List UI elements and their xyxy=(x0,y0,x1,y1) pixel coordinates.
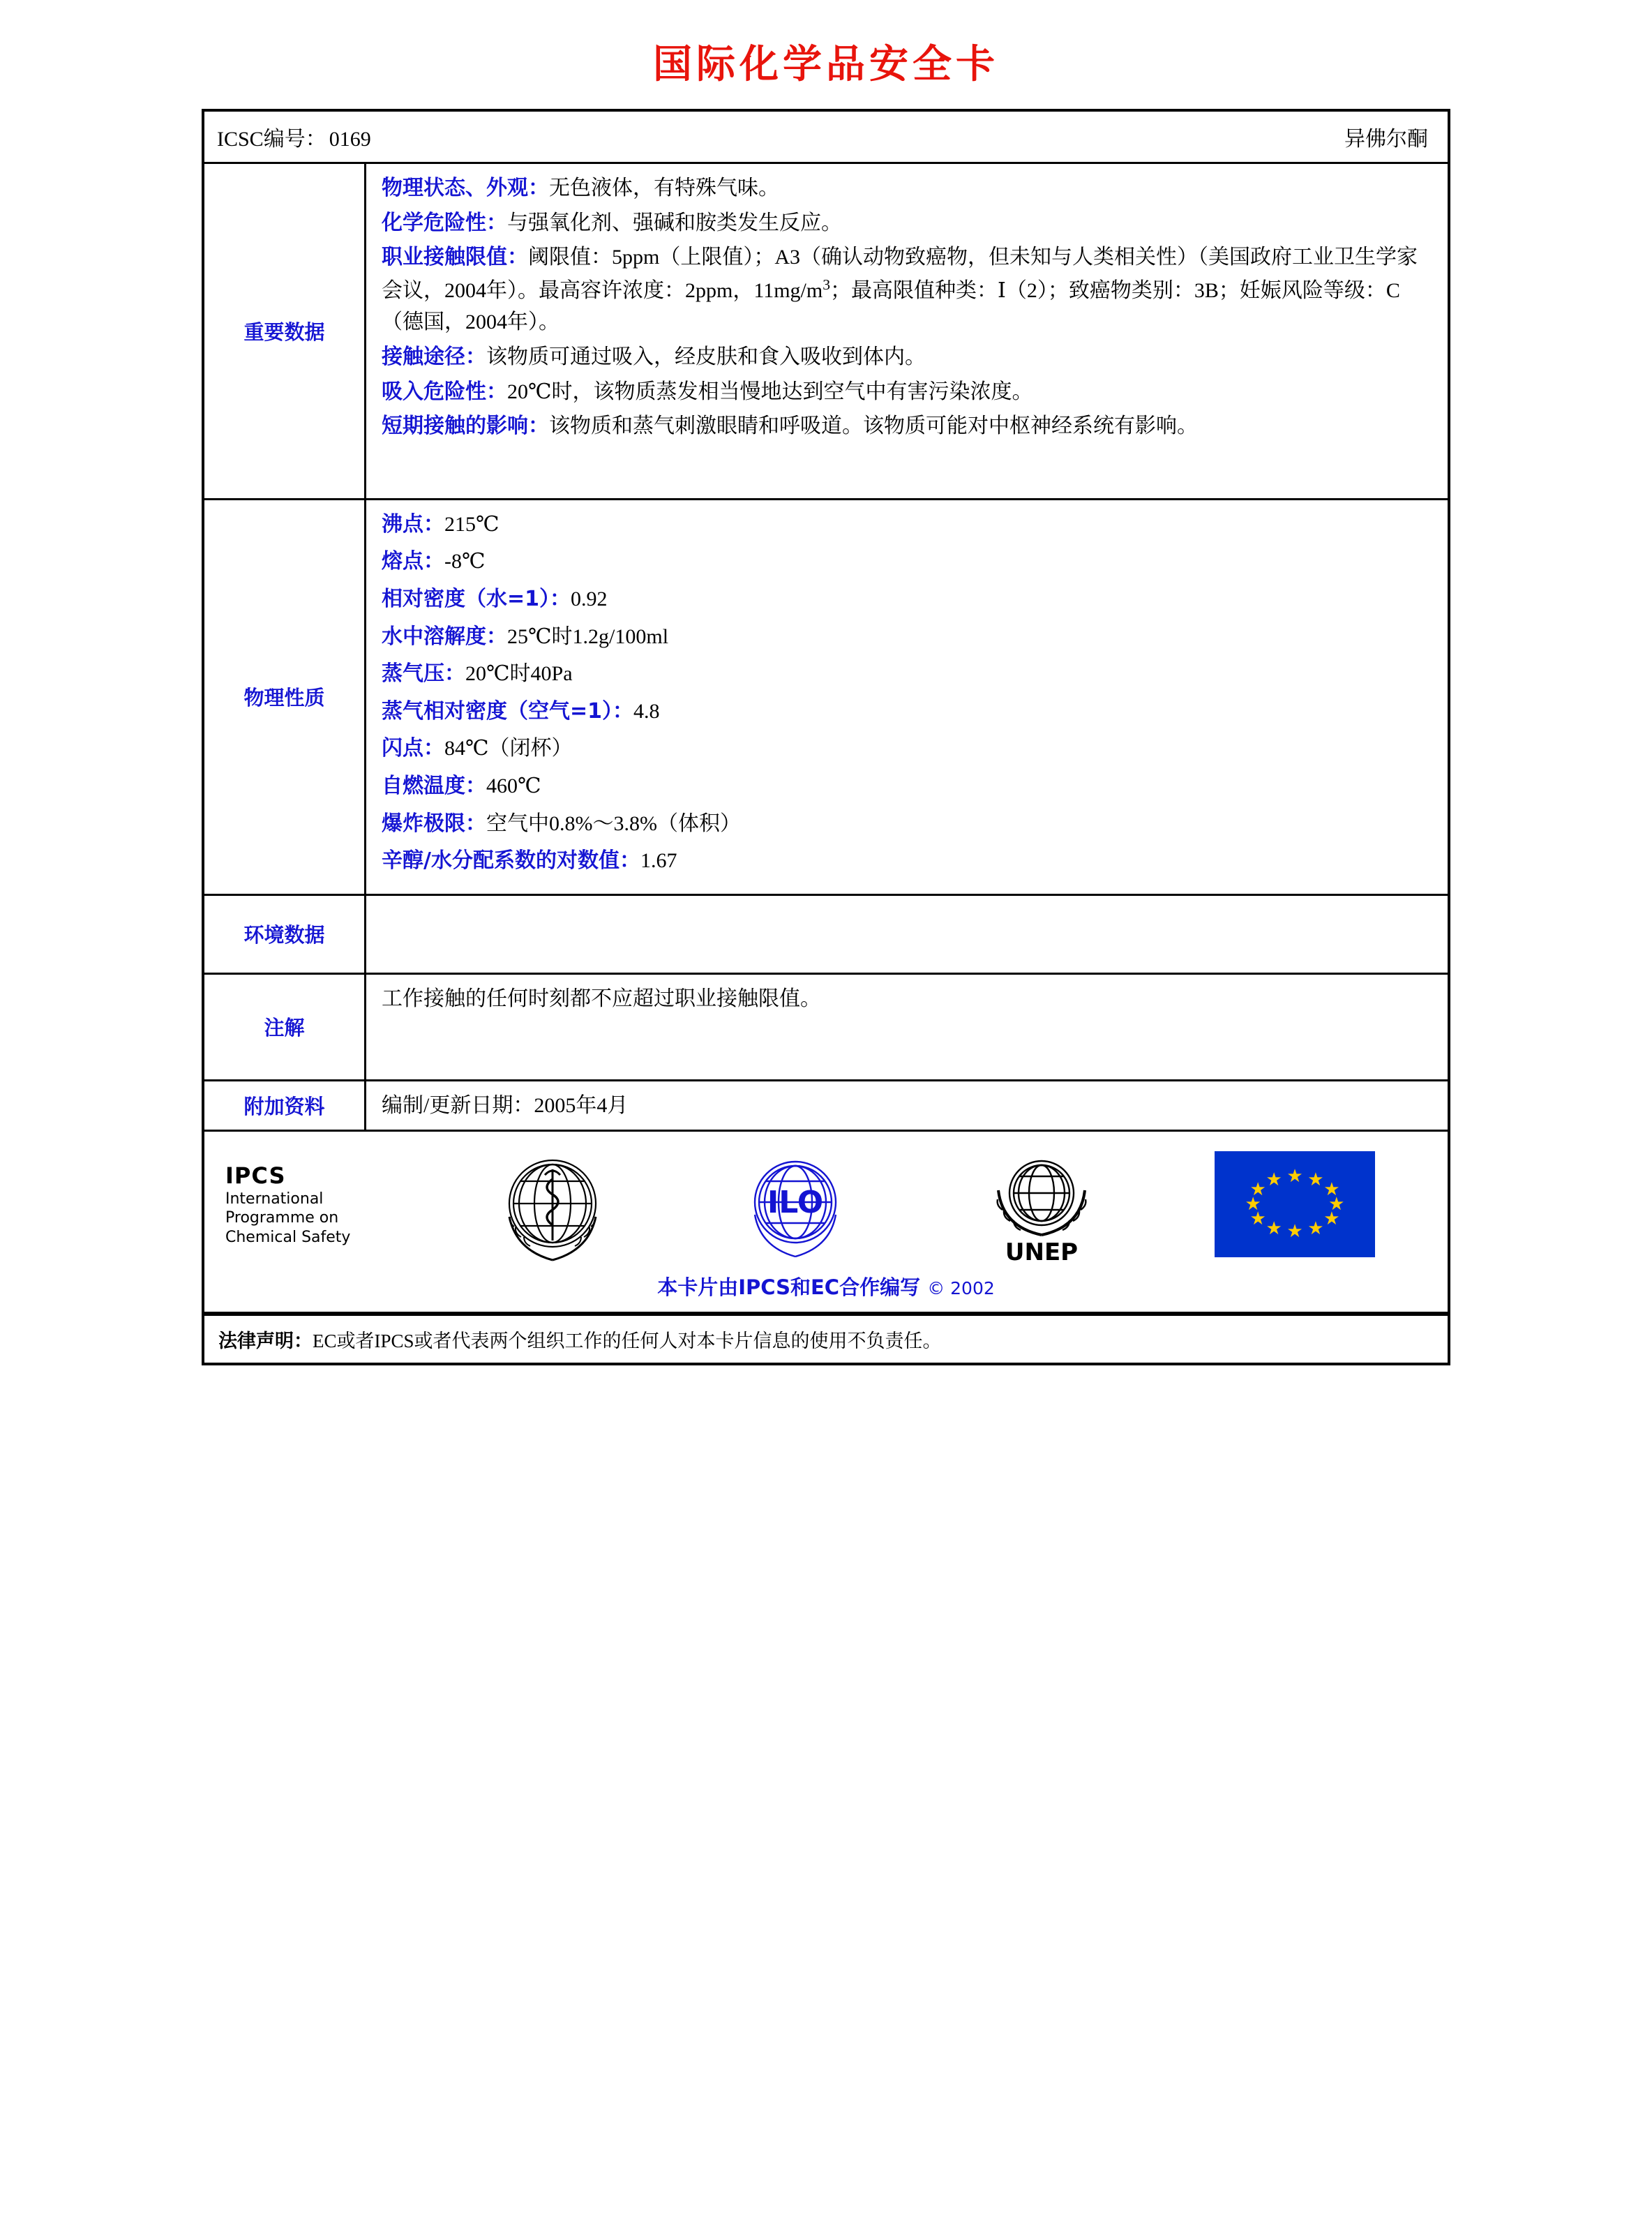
section-notes xyxy=(204,975,1448,1081)
section-environmental-data xyxy=(204,896,1448,975)
ipcs-line3: Chemical Safety xyxy=(225,1228,351,1246)
icsc-card xyxy=(202,109,1450,1365)
entry-boiling-point xyxy=(382,509,1434,541)
entry-value: 1.67 xyxy=(640,849,677,873)
page-title: 国际化学品安全卡 xyxy=(653,42,999,87)
entry-short-term-exposure-effects xyxy=(382,410,1434,442)
icsc-number: 0169 xyxy=(329,128,371,151)
entry-value: 25℃时1.2g/100ml xyxy=(507,624,669,648)
legal-text: EC或者IPCS或者代表两个组织工作的任何人对本卡片信息的使用不负责任。 xyxy=(313,1331,942,1352)
substance-name: 异佛尔酮 xyxy=(1344,128,1428,151)
section-content-additional-info: 编制/更新日期：2005年4月 xyxy=(382,1093,629,1117)
section-content-physical-properties xyxy=(366,500,1448,894)
entry-key: 闪点： xyxy=(382,736,444,761)
entry-routes-of-exposure xyxy=(382,341,1434,373)
unep-logo xyxy=(972,1143,1111,1265)
ipcs-text-block xyxy=(225,1162,435,1247)
who-logo xyxy=(486,1143,619,1265)
section-label-physical-properties: 物理性质 xyxy=(204,500,366,894)
icsc-label: ICSC编号： xyxy=(217,128,326,151)
entry-value: 20℃时40Pa xyxy=(465,662,573,686)
section-physical-properties xyxy=(204,500,1448,896)
entry-value: 阈限值：5ppm（上限值）；A3（确认动物致癌物，但未知与人类相关性）（美国政府工业卫生学家会议，2004年）。最高容许浓度：2ppm，11mg/m$^3$；最高限值种类：Ⅰ（2）；致癌物类别：3B；妊娠风险等级：C（德国，2004年）。 xyxy=(382,246,1418,334)
entry-key: 辛醇/水分配系数的对数值： xyxy=(382,848,640,874)
ilo-logo xyxy=(722,1145,869,1264)
section-label-notes: 注解 xyxy=(204,975,366,1079)
entry-occupational-exposure-limits xyxy=(382,241,1434,338)
entry-vapour-pressure xyxy=(382,658,1434,690)
entry-log-pow xyxy=(382,845,1434,877)
entry-value: 84℃（闭杯） xyxy=(444,737,573,760)
logos-group xyxy=(435,1143,1427,1265)
ilo-logo-text: ILO xyxy=(767,1184,824,1220)
entry-value: 0.92 xyxy=(571,587,608,610)
section-content-notes: 工作接触的任何时刻都不应超过职业接触限值。 xyxy=(382,987,821,1010)
entry-chemical-hazards xyxy=(382,207,1434,239)
entry-melting-point xyxy=(382,546,1434,578)
entry-relative-density xyxy=(382,583,1434,615)
ipcs-line2: Programme on xyxy=(225,1209,339,1227)
entry-key: 蒸气压： xyxy=(382,661,465,687)
entry-value: 4.8 xyxy=(633,699,660,723)
entry-value: 无色液体，有特殊气味。 xyxy=(549,177,779,200)
entry-value: 空气中0.8%～3.8%（体积） xyxy=(486,811,741,835)
section-important-data xyxy=(204,164,1448,500)
section-label-additional-info: 附加资料 xyxy=(204,1081,366,1130)
entry-value: -8℃ xyxy=(444,550,486,574)
footer-logos-row xyxy=(204,1132,1448,1314)
entry-key: 相对密度（水=1）： xyxy=(382,586,571,611)
entry-value: 与强氧化剂、强碱和胺类发生反应。 xyxy=(507,211,842,234)
entry-key: 短期接触的影响： xyxy=(382,414,549,439)
entry-key: 爆炸极限： xyxy=(382,811,486,836)
entry-key: 接触途径： xyxy=(382,344,486,369)
entry-physical-state xyxy=(382,172,1434,204)
entry-water-solubility xyxy=(382,621,1434,653)
entry-key: 熔点： xyxy=(382,549,444,574)
eu-flag xyxy=(1215,1151,1375,1257)
entry-auto-ignition-temperature xyxy=(382,770,1434,802)
entry-key: 化学危险性： xyxy=(382,210,507,235)
entry-key: 蒸气相对密度（空气=1）： xyxy=(382,698,634,724)
credit-text: 本卡片由IPCS和EC合作编写 xyxy=(657,1275,921,1300)
entry-explosive-limits xyxy=(382,808,1434,840)
section-additional-info xyxy=(204,1081,1448,1132)
entry-key: 水中溶解度： xyxy=(382,624,507,649)
entry-value: 该物质和蒸气刺激眼睛和呼吸道。该物质可能对中枢神经系统有影响。 xyxy=(549,414,1198,438)
entry-vapour-relative-density xyxy=(382,696,1434,728)
ipcs-abbr: IPCS xyxy=(225,1162,286,1189)
entry-value: 该物质可通过吸入，经皮肤和食入吸收到体内。 xyxy=(486,345,926,368)
credit-line xyxy=(204,1268,1448,1312)
section-content-important-data xyxy=(366,164,1448,498)
unep-logo-text: UNEP xyxy=(1005,1238,1079,1266)
entry-value: 460℃ xyxy=(486,774,541,797)
entry-key: 吸入危险性： xyxy=(382,379,507,404)
legal-notice xyxy=(204,1314,1448,1363)
entry-flash-point xyxy=(382,733,1434,765)
entry-key: 职业接触限值： xyxy=(382,245,528,270)
section-label-important-data: 重要数据 xyxy=(204,164,366,498)
icsc-number-group xyxy=(217,121,371,152)
ipcs-line1: International xyxy=(225,1190,324,1208)
entry-key: 沸点： xyxy=(382,511,444,537)
section-content-environmental-data xyxy=(366,896,1448,973)
entry-value: 20℃时，该物质蒸发相当慢地达到空气中有害污染浓度。 xyxy=(507,380,1033,403)
credit-year: © 2002 xyxy=(927,1278,995,1299)
logo-row xyxy=(204,1132,1448,1268)
entry-value: 215℃ xyxy=(444,512,500,536)
legal-label: 法律声明： xyxy=(218,1331,313,1353)
entry-inhalation-risk xyxy=(382,376,1434,408)
eu-flag-field: ★ ★ ★ ★ ★ ★ ★ ★ ★ ★ ★ ★ xyxy=(1215,1151,1375,1257)
section-label-environmental-data: 环境数据 xyxy=(204,896,366,973)
spacer xyxy=(382,445,1434,487)
entry-key: 物理状态、外观： xyxy=(382,176,549,200)
entry-key: 自燃温度： xyxy=(382,773,486,798)
card-header xyxy=(204,112,1448,164)
